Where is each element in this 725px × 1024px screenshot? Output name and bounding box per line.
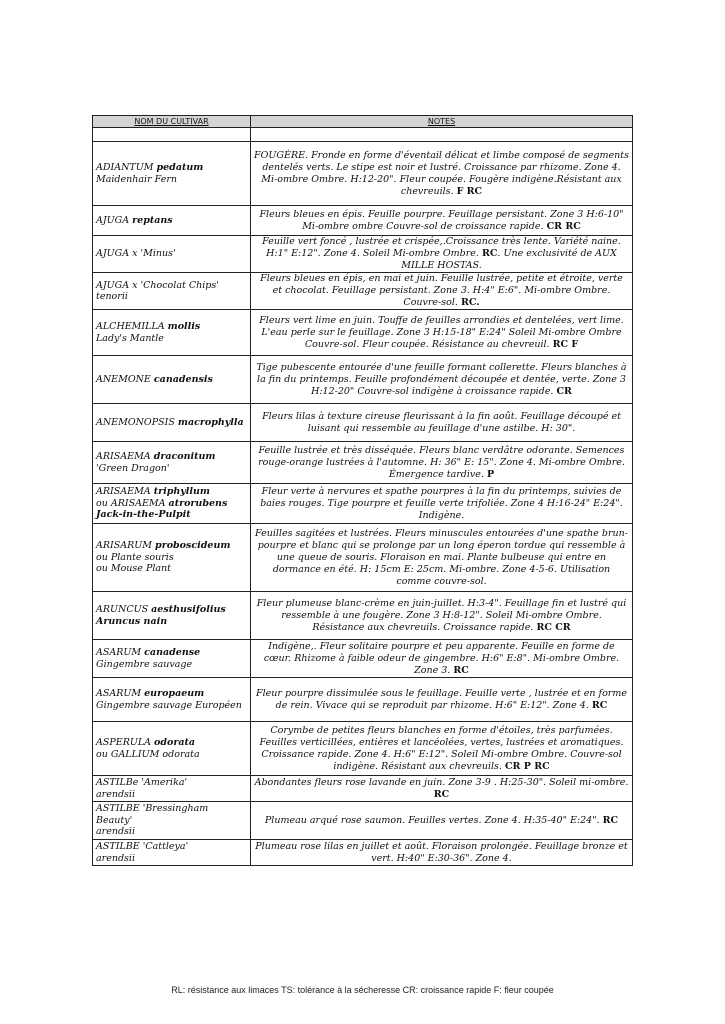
table-body <box>93 128 633 866</box>
notes-cell <box>251 236 633 273</box>
table-row <box>93 524 633 592</box>
cultivar-name-cell <box>93 678 251 722</box>
species-text: proboscideum <box>155 540 231 552</box>
cultivar-name-line <box>96 291 247 303</box>
table-row <box>93 273 633 310</box>
genus-text: ANEMONOPSIS <box>96 416 178 428</box>
header-notes: NOTES <box>251 116 633 128</box>
notes-text: Indigène,. Fleur solitaire pourpre et peu apparente. Feuille en forme de cœur. Rhizome à faible odeur de gingembre. H:6" E:8". Mi-ombre Ombre. Zone 3. <box>263 640 620 676</box>
cultivar-name-line <box>96 688 247 700</box>
notes-cell <box>251 840 633 866</box>
notes-cell <box>251 206 633 236</box>
cultivar-name-line <box>96 248 247 260</box>
header-cultivar-name: NOM DU CULTIVAR <box>93 116 251 128</box>
notes-text: Fleurs lilas à texture cireuse fleurissant à la fin août. Feuillage découpé et luisant qui ressemble au feuillage d'une astilbe. H: 30". <box>262 410 621 434</box>
genus-text: ADIANTUM <box>96 162 157 173</box>
genus-text: ASTILBE 'Cattleya' <box>96 841 189 852</box>
cultivar-name-cell <box>93 236 251 273</box>
cultivar-name-line <box>96 321 247 333</box>
notes-text: Fleur verte à nervures et spathe pourpres à la fin du printemps, suivies de baies rouges. Tige pourpre et feuille verte trifoliée. Zone 4 H:16-24" E:24". Indigène. <box>260 485 623 521</box>
genus-text: arendsii <box>96 852 135 864</box>
species-text: draconitum <box>153 451 216 462</box>
notes-cell <box>251 776 633 802</box>
genus-text: ou GALLIUM odorata <box>96 748 200 760</box>
notes-cell <box>251 442 633 484</box>
notes-cell <box>251 592 633 640</box>
cultivar-name-line <box>96 333 247 345</box>
cultivar-name-line <box>96 463 247 475</box>
cultivar-name-line <box>96 162 247 174</box>
notes-text: Plumeau arqué rose saumon. Feuilles vertes. Zone 4. H:35-40" E:24". <box>264 814 600 826</box>
genus-text: Gingembre sauvage <box>96 658 193 670</box>
species-text: canadensis <box>153 373 213 385</box>
property-codes: RC <box>433 788 450 800</box>
cultivar-name-line <box>96 737 247 749</box>
genus-text: AJUGA <box>96 214 133 226</box>
notes-text: Feuille vert foncé , lustrée et crispée,.Croissance très lente. Variété naine. H:1" E:12". Zone 4. Soleil Mi-ombre Ombre. <box>262 236 621 259</box>
genus-text: 'Green Dragon' <box>96 462 170 474</box>
cultivar-name-cell <box>93 802 251 840</box>
genus-text: Maidenhair Fern <box>96 173 177 185</box>
genus-text: AJUGA x 'Chocolat Chips' <box>96 279 219 291</box>
table-row <box>93 404 633 442</box>
spacer-cell <box>93 128 251 142</box>
cultivar-name-cell <box>93 776 251 802</box>
species-text: Jack-in-the-Pulpit <box>96 509 191 521</box>
table-row <box>93 640 633 678</box>
notes-cell <box>251 356 633 404</box>
genus-text: ASTILBe 'Amerika' <box>96 777 188 788</box>
genus-text: ARISAEMA <box>96 486 154 498</box>
notes-cell <box>251 484 633 524</box>
cultivar-name-line <box>96 826 247 838</box>
notes-cell <box>251 142 633 206</box>
notes-cell <box>251 802 633 840</box>
cultivar-name-line <box>96 803 247 826</box>
table-row <box>93 484 633 524</box>
cultivar-name-line <box>96 647 247 659</box>
property-codes: RC <box>481 248 498 259</box>
cultivar-name-cell <box>93 592 251 640</box>
notes-text-after: . Une exclusivité de AUX MILLE HOSTAS. <box>401 248 617 271</box>
cultivar-name-line <box>96 853 247 865</box>
property-codes: RC <box>591 699 608 711</box>
property-codes: RC <box>602 814 619 826</box>
cultivar-name-line <box>96 700 247 712</box>
cultivar-name-cell <box>93 356 251 404</box>
cultivar-name-cell <box>93 206 251 236</box>
species-text: macrophylla <box>177 416 244 428</box>
cultivar-name-cell <box>93 722 251 776</box>
cultivar-name-cell <box>93 273 251 310</box>
cultivar-name-cell <box>93 442 251 484</box>
notes-cell <box>251 524 633 592</box>
genus-text: ou ARISAEMA <box>96 497 169 509</box>
property-codes: RC CR <box>536 621 571 633</box>
property-codes: RC <box>453 664 469 676</box>
table-row <box>93 310 633 356</box>
spacer-cell <box>251 128 633 142</box>
cultivar-name-line <box>96 374 247 386</box>
species-text: aesthusifolius <box>151 604 226 615</box>
property-codes: RC F <box>552 338 579 350</box>
genus-text: tenorii <box>96 291 128 302</box>
cultivar-name-line <box>96 509 247 521</box>
notes-text: Fleurs bleues en épis, en mai et juin. Feuille lustrée, petite et étroite, verte et chocolat. Feuillage persistant. Zone 3. H:4" E:6". Mi-ombre Ombre. Couvre-sol. <box>260 273 623 308</box>
cultivar-name-line <box>96 552 247 564</box>
table-row <box>93 678 633 722</box>
table-header-row <box>93 116 633 128</box>
notes-text: Fleur pourpre dissimulée sous le feuillage. Feuille verte , lustrée et en forme de rein. Vivace qui se reproduit par rhizome. H:6" E:12". Zone 4. <box>256 687 627 711</box>
cultivar-name-cell <box>93 524 251 592</box>
table-row <box>93 840 633 866</box>
cultivar-name-cell <box>93 310 251 356</box>
table-row <box>93 356 633 404</box>
notes-cell <box>251 722 633 776</box>
species-text: odorata <box>154 737 196 748</box>
property-codes: CR P RC <box>504 760 550 772</box>
notes-text: Fleurs bleues en épis. Feuille pourpre. Feuillage persistant. Zone 3 H:6-10" Mi-ombre ombre Couvre-sol de croissance rapide. <box>259 208 624 232</box>
cultivar-name-line <box>96 498 247 510</box>
species-text: Aruncus nain <box>96 615 168 627</box>
cultivar-name-line <box>96 749 247 761</box>
notes-cell <box>251 640 633 678</box>
table-row <box>93 206 633 236</box>
notes-cell <box>251 273 633 310</box>
cultivar-table <box>92 115 633 866</box>
genus-text: ASARUM <box>96 647 145 658</box>
species-text: triphyllum <box>153 486 210 498</box>
cultivar-name-line <box>96 451 247 463</box>
notes-cell <box>251 678 633 722</box>
table-row <box>93 776 633 802</box>
cultivar-name-line <box>96 540 247 552</box>
notes-text: Tige pubescente entourée d'une feuille formant collerette. Fleurs blanches à la fin du printemps. Feuille profondément découpée et dentée, verte. Zone 3 H:12-20" Couvre-sol indigène à croissance rapide. <box>256 361 627 397</box>
species-text: reptans <box>132 214 173 226</box>
genus-text: Lady's Mantle <box>96 332 164 344</box>
cultivar-name-cell <box>93 404 251 442</box>
genus-text: ou Plante souris <box>96 551 174 563</box>
notes-cell <box>251 310 633 356</box>
species-text: mollis <box>167 321 201 332</box>
notes-text: Plumeau rose lilas en juillet et août. Floraison prolongée. Feuillage bronze et vert. H:40" E:30-36". Zone 4. <box>255 840 628 864</box>
table-row <box>93 442 633 484</box>
cultivar-name-line <box>96 659 247 671</box>
cultivar-name-cell <box>93 484 251 524</box>
table-row <box>93 142 633 206</box>
notes-text: Fleurs vert lime en juin. Touffe de feuilles arrondies et dentelées, vert lime. L'eau perle sur le feuillage. Zone 3 H:15-18" E:24" Soleil Mi-ombre Ombre Couvre-sol. Fleur coupée. Résistance au chevreuil. <box>259 314 624 350</box>
notes-text: Abondantes fleurs rose lavande en juin. Zone 3-9 . H:25-30". Soleil mi-ombre. <box>254 776 629 788</box>
property-codes: CR <box>556 385 572 397</box>
species-text: pedatum <box>156 162 204 173</box>
genus-text: Gingembre sauvage Européen <box>96 699 242 711</box>
cultivar-name-line <box>96 417 247 429</box>
cultivar-name-cell <box>93 142 251 206</box>
notes-text: Fleur plumeuse blanc-crème en juin-juillet. H:3-4". Feuillage fin et lustré qui ressemble à une fougère. Zone 3 H:8-12". Soleil Mi-ombre Ombre. Résistance aux chevreuils. Croissance rapide. <box>256 597 627 633</box>
cultivar-name-line <box>96 789 247 801</box>
cultivar-name-line <box>96 604 247 616</box>
species-text: atrorubens <box>168 497 228 509</box>
cultivar-name-line <box>96 174 247 186</box>
genus-text: ASPERULA <box>96 737 155 748</box>
cultivar-name-cell <box>93 640 251 678</box>
genus-text: arendsii <box>96 788 135 800</box>
property-codes: RC. <box>460 297 480 308</box>
genus-text: ou Mouse Plant <box>96 563 171 575</box>
spacer-row <box>93 128 633 142</box>
genus-text: ARISARUM <box>96 540 156 552</box>
cultivar-name-line <box>96 486 247 498</box>
property-codes: F RC <box>456 185 483 197</box>
genus-text: ARUNCUS <box>96 604 152 615</box>
legend-footer: RL: résistance aux limaces TS: tolérance à la sécheresse CR: croissance rapide F: fleur coupée <box>171 985 554 995</box>
genus-text: ANEMONE <box>96 373 154 385</box>
cultivar-name-line <box>96 616 247 628</box>
cultivar-name-line <box>96 215 247 227</box>
notes-text: Feuille lustrée et très disséquée. Fleurs blanc verdâtre odorante. Semences rouge-orange lustrées à l'automne. H: 36" E: 15". Zone 4. Mi-ombre Ombre. Émergence tardive. <box>258 444 625 480</box>
genus-text: ASTILBE 'Bressingham Beauty' <box>96 803 209 826</box>
genus-text: arendsii <box>96 826 135 838</box>
property-codes: CR RC <box>546 220 581 232</box>
genus-text: AJUGA x 'Minus' <box>96 248 176 260</box>
notes-cell <box>251 404 633 442</box>
genus-text: ASARUM <box>96 688 145 699</box>
cultivar-name-line <box>96 777 247 789</box>
table-row <box>93 592 633 640</box>
table-row <box>93 802 633 840</box>
species-text: canadense <box>144 647 201 658</box>
genus-text: ARISAEMA <box>96 451 154 462</box>
genus-text: ALCHEMILLA <box>96 321 168 332</box>
table-row <box>93 722 633 776</box>
notes-text: Corymbe de petites fleurs blanches en forme d'étoiles, très parfumées. Feuilles verticillées, entières et lancéolées, vertes, lustrées et aromatiques. Croissance rapide. Zone 4. H:6" E:12". Soleil Mi-ombre Ombre. Couvre-sol indigène. Résistant aux chevreuils. <box>259 724 624 772</box>
cultivar-name-line <box>96 563 247 575</box>
notes-text: Feuilles sagitées et lustrées. Fleurs minuscules entourées d'une spathe brun-pourpre et blanc qui se prolonge par un long éperon tordue qui ressemble à une queue de souris. Floraison en mai. Plante bulbeuse qui entre en dormance en été. H: 15cm E: 25cm. Mi-ombre. Zone 4-5-6. Utilisation comme couvre-sol. <box>255 527 628 587</box>
cultivar-name-line <box>96 841 247 853</box>
table-row <box>93 236 633 273</box>
cultivar-name-line <box>96 280 247 292</box>
cultivar-name-cell <box>93 840 251 866</box>
notes-text: FOUGÈRE. Fronde en forme d'éventail délicat et limbe composé de segments dentelés verts. Le stipe est noir et lustré. Croissance par rhizome. Zone 4. Mi-ombre Ombre. H:12-20". Fleur coupée. Fougère indigène.Résistant aux chevreuils. <box>254 149 629 197</box>
property-codes: P <box>486 468 495 480</box>
species-text: europaeum <box>144 688 205 699</box>
